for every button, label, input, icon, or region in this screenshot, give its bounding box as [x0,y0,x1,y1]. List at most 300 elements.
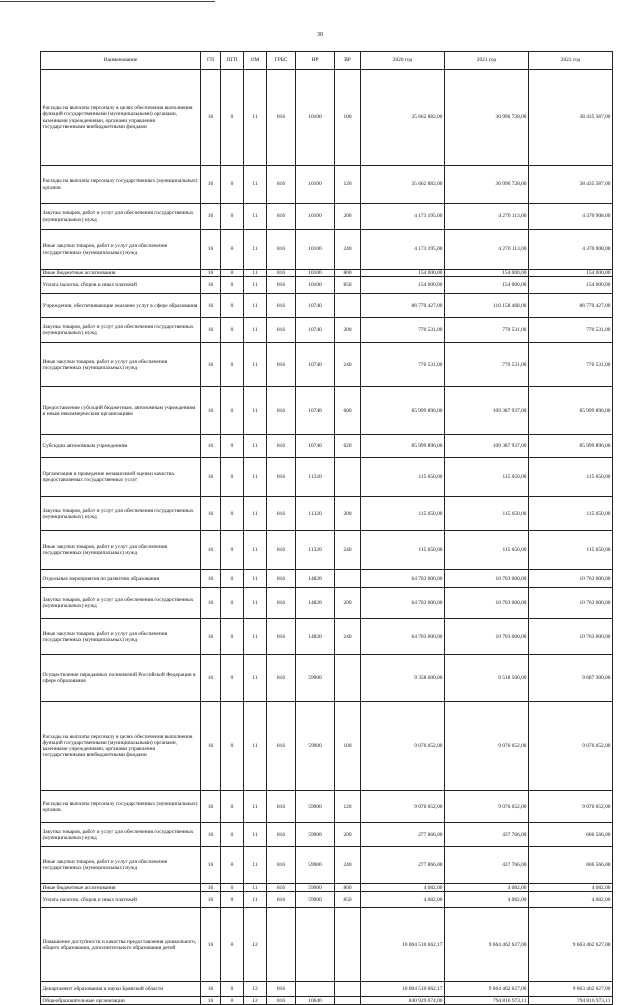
row-grbs: 816 [267,588,296,619]
row-om: 11 [244,655,267,702]
row-2021: 110 158 468,00 [445,294,529,318]
row-pgp: 0 [221,294,244,318]
row-pgp: 0 [221,531,244,570]
row-pgp: 0 [221,277,244,294]
row-2020: 115 650,00 [361,497,445,531]
row-vr: 240 [335,847,361,884]
row-vr: 240 [335,343,361,387]
row-pgp: 0 [221,343,244,387]
row-nr: 10100 [296,70,335,166]
row-nr: 59900 [296,791,335,823]
row-om: 11 [244,270,267,277]
row-name: Расходы на выплаты персоналу государственных (муниципальных) органов [41,791,201,823]
header-om: ОМ [244,52,267,70]
row-vr [335,655,361,702]
row-grbs: 816 [267,497,296,531]
row-grbs: 816 [267,791,296,823]
row-2022: 85 999 896,00 [529,435,613,458]
row-name: Департамент образования и науки Брянской области [41,982,201,997]
row-vr: 120 [335,166,361,204]
row-gp: 16 [201,497,221,531]
row-gp: 16 [201,823,221,847]
row-om: 11 [244,847,267,884]
row-2020: 154 000,00 [361,270,445,277]
row-vr: 850 [335,892,361,908]
row-grbs: 816 [267,570,296,588]
row-gp: 16 [201,997,221,1005]
row-gp: 16 [201,884,221,892]
table-row [41,294,613,318]
row-nr: 10740 [296,435,335,458]
page-number: 30 [317,32,323,38]
row-2020: 154 000,00 [361,277,445,294]
header-2022: 2022 год [529,52,613,70]
row-nr: 10740 [296,343,335,387]
row-2021: 109 387 937,00 [445,435,529,458]
row-2022: 10 703 000,00 [529,570,613,588]
row-2020: 10 004 510 662,17 [361,908,445,982]
row-grbs: 816 [267,458,296,497]
row-vr: 800 [335,270,361,277]
row-vr: 200 [335,588,361,619]
row-om: 11 [244,277,267,294]
row-pgp: 0 [221,823,244,847]
row-pgp: 0 [221,619,244,655]
row-grbs: 816 [267,884,296,892]
row-nr: 10740 [296,387,335,435]
row-grbs [267,908,296,982]
row-om: 11 [244,823,267,847]
row-pgp: 0 [221,70,244,166]
row-nr [296,908,335,982]
row-gp: 16 [201,70,221,166]
row-om: 11 [244,497,267,531]
row-name: Закупка товаров, работ и услуг для обеспечения государственных (муниципальных) нужд [41,588,201,619]
table-row [41,277,613,294]
row-2022: 9 076 652,00 [529,791,613,823]
table-row [41,204,613,230]
row-pgp: 0 [221,997,244,1005]
row-om: 11 [244,204,267,230]
row-2020: 115 650,00 [361,531,445,570]
row-om: 11 [244,294,267,318]
row-pgp: 0 [221,570,244,588]
table-row [41,655,613,702]
row-2021: 115 650,00 [445,458,529,497]
row-2020: 9 076 652,00 [361,702,445,791]
row-pgp: 0 [221,204,244,230]
row-name: Иные закупки товаров, работ и услуг для обеспечения государственных (муниципальных) нужд [41,531,201,570]
row-2022: 606 566,00 [529,847,613,884]
row-vr: 620 [335,435,361,458]
row-nr: 11320 [296,497,335,531]
row-grbs: 816 [267,387,296,435]
table-row [41,791,613,823]
row-nr: 11320 [296,458,335,497]
row-name: Учреждения, обеспечивающие оказание услуг в сфере образования [41,294,201,318]
table-row [41,70,613,166]
row-gp: 16 [201,166,221,204]
row-gp: 16 [201,277,221,294]
row-pgp: 0 [221,702,244,791]
row-2022: 4 082,00 [529,892,613,908]
row-name: Закупка товаров, работ и услуг для обеспечения государственных (муниципальных) нужд [41,318,201,343]
row-2022: 115 650,00 [529,497,613,531]
row-2021: 794 816 973,11 [445,997,529,1005]
row-nr: 59900 [296,823,335,847]
row-name: Предоставление субсидий бюджетным, автономным учреждениям и иным некоммерческим организациям [41,387,201,435]
row-2020: 35 662 882,00 [361,70,445,166]
row-nr: 14820 [296,588,335,619]
row-gp: 16 [201,791,221,823]
row-2020: 9 358 600,00 [361,655,445,702]
row-grbs: 816 [267,277,296,294]
row-gp: 16 [201,294,221,318]
row-gp: 16 [201,655,221,702]
row-2021: 4 082,00 [445,892,529,908]
table-header-row [41,52,613,70]
row-2021: 10 703 000,00 [445,570,529,588]
row-pgp: 0 [221,892,244,908]
row-vr: 240 [335,531,361,570]
row-nr: 59900 [296,655,335,702]
row-pgp: 0 [221,655,244,702]
row-vr: 800 [335,884,361,892]
row-grbs: 816 [267,204,296,230]
row-pgp: 0 [221,982,244,997]
row-gp: 16 [201,982,221,997]
row-grbs: 816 [267,294,296,318]
header-name: Наименование [41,52,201,70]
table-row [41,230,613,270]
row-gp: 16 [201,270,221,277]
row-vr: 200 [335,204,361,230]
row-2021: 9 664 462 627,00 [445,908,529,982]
row-vr: 200 [335,318,361,343]
row-2021: 154 000,00 [445,277,529,294]
table-row [41,619,613,655]
row-gp: 16 [201,892,221,908]
row-name: Иные закупки товаров, работ и услуг для обеспечения государственных (муниципальных) нужд [41,847,201,884]
row-om: 11 [244,531,267,570]
table-row [41,982,613,997]
row-om: 11 [244,884,267,892]
row-name: Иные закупки товаров, работ и услуг для обеспечения государственных (муниципальных) нужд [41,619,201,655]
row-2021: 36 996 728,00 [445,70,529,166]
row-gp: 16 [201,570,221,588]
row-vr [335,982,361,997]
table-row [41,435,613,458]
header-nr: НР [296,52,335,70]
row-nr: 10740 [296,318,335,343]
row-om: 11 [244,343,267,387]
header-pgp: ПГП [221,52,244,70]
row-grbs: 816 [267,70,296,166]
row-gp: 16 [201,619,221,655]
row-pgp: 0 [221,588,244,619]
row-2020: 64 703 000,00 [361,570,445,588]
row-2020: 4 082,00 [361,884,445,892]
row-gp: 16 [201,343,221,387]
row-gp: 16 [201,458,221,497]
row-name: Расходы на выплаты персоналу в целях обеспечения выполнения функций государственными (муниципальными) органами, казенными учреждениями, органами управления государственными внебюджетными фондами [41,702,201,791]
table-row [41,497,613,531]
budget-table [40,51,613,1005]
row-2022: 606 566,00 [529,823,613,847]
table-row [41,343,613,387]
table-row [41,997,613,1005]
row-name: Повышение доступности и качества предоставления дошкольного, общего образования, дополнительного образования детей [41,908,201,982]
row-name: Закупка товаров, работ и услуг для обеспечения государственных (муниципальных) нужд [41,823,201,847]
row-2022: 4 082,00 [529,884,613,892]
row-om: 12 [244,997,267,1005]
header-2020: 2020 год [361,52,445,70]
row-2020: 770 531,00 [361,343,445,387]
header-grbs: ГРБС [267,52,296,70]
row-2020: 86 770 427,00 [361,294,445,318]
row-2022: 9 687 300,00 [529,655,613,702]
row-vr [335,458,361,497]
row-2021: 109 387 937,00 [445,387,529,435]
row-nr: 10640 [296,997,335,1005]
row-2021: 4 270 113,00 [445,230,529,270]
row-name: Субсидии автономным учреждениям [41,435,201,458]
row-nr: 14820 [296,619,335,655]
table-row [41,570,613,588]
row-2022: 770 531,00 [529,318,613,343]
row-vr: 100 [335,702,361,791]
row-vr: 600 [335,387,361,435]
row-vr: 100 [335,70,361,166]
row-name: Иные закупки товаров, работ и услуг для обеспечения государственных (муниципальных) нужд [41,343,201,387]
row-nr: 10100 [296,277,335,294]
row-2020: 9 076 652,00 [361,791,445,823]
row-pgp: 0 [221,497,244,531]
row-2020: 4 173 195,00 [361,230,445,270]
top-rule [0,1,215,2]
row-2022: 770 531,00 [529,343,613,387]
row-vr: 240 [335,230,361,270]
row-2021: 154 000,00 [445,270,529,277]
row-vr: 200 [335,823,361,847]
row-nr: 11320 [296,531,335,570]
row-nr: 10740 [296,294,335,318]
row-gp: 16 [201,387,221,435]
table-row [41,387,613,435]
table-row [41,270,613,277]
row-vr: 200 [335,497,361,531]
row-2021: 9 076 652,00 [445,791,529,823]
row-nr: 59900 [296,847,335,884]
row-name: Уплата налогов, сборов и иных платежей [41,892,201,908]
row-2020: 770 531,00 [361,318,445,343]
row-2022: 115 650,00 [529,458,613,497]
row-pgp: 0 [221,318,244,343]
row-2021: 437 766,00 [445,847,529,884]
row-grbs: 816 [267,997,296,1005]
row-gp: 16 [201,588,221,619]
row-grbs: 816 [267,343,296,387]
row-om: 11 [244,318,267,343]
row-om: 12 [244,982,267,997]
row-nr: 59900 [296,884,335,892]
row-2021: 115 650,00 [445,531,529,570]
row-2022: 38 435 387,00 [529,166,613,204]
row-2021: 4 082,00 [445,884,529,892]
row-2021: 4 270 113,00 [445,204,529,230]
row-pgp: 0 [221,884,244,892]
table-row [41,847,613,884]
row-om: 11 [244,70,267,166]
row-grbs: 816 [267,702,296,791]
row-name: Иные бюджетные ассигнования [41,884,201,892]
row-2020: 85 999 896,00 [361,435,445,458]
header-vr: ВР [335,52,361,70]
row-2022: 115 650,00 [529,531,613,570]
row-2020: 85 999 896,00 [361,387,445,435]
row-grbs: 816 [267,435,296,458]
row-grbs: 816 [267,318,296,343]
row-2022: 85 999 896,00 [529,387,613,435]
row-grbs: 816 [267,892,296,908]
row-2021: 10 703 000,00 [445,588,529,619]
row-gp: 16 [201,230,221,270]
row-2020: 10 004 510 662,17 [361,982,445,997]
row-nr: 59900 [296,702,335,791]
table-row [41,908,613,982]
row-vr [335,997,361,1005]
row-vr [335,294,361,318]
table-row [41,884,613,892]
row-om: 11 [244,166,267,204]
row-grbs: 816 [267,531,296,570]
row-name: Закупка товаров, работ и услуг для обеспечения государственных (муниципальных) нужд [41,204,201,230]
row-2022: 38 435 387,00 [529,70,613,166]
row-2020: 35 662 882,00 [361,166,445,204]
row-pgp: 0 [221,458,244,497]
row-2020: 64 703 000,00 [361,588,445,619]
row-2022: 794 816 973,11 [529,997,613,1005]
row-2021: 36 996 728,00 [445,166,529,204]
row-2020: 115 650,00 [361,458,445,497]
header-2021: 2021 год [445,52,529,70]
row-2021: 115 650,00 [445,497,529,531]
row-pgp: 0 [221,791,244,823]
row-pgp: 0 [221,166,244,204]
row-grbs: 816 [267,270,296,277]
row-vr: 240 [335,619,361,655]
row-2022: 154 000,00 [529,277,613,294]
row-name: Организация и проведение независимой оценки качества предоставляемых государственных услуг [41,458,201,497]
row-2020: 64 703 000,00 [361,619,445,655]
row-2022: 154 000,00 [529,270,613,277]
row-name: Закупка товаров, работ и услуг для обеспечения государственных (муниципальных) нужд [41,497,201,531]
row-vr: 850 [335,277,361,294]
row-name: Иные закупки товаров, работ и услуг для обеспечения государственных (муниципальных) нужд [41,230,201,270]
row-2021: 9 518 500,00 [445,655,529,702]
row-name: Расходы на выплаты персоналу государственных (муниципальных) органов [41,166,201,204]
row-pgp: 0 [221,230,244,270]
row-grbs: 816 [267,655,296,702]
row-2022: 4 370 908,00 [529,204,613,230]
row-nr: 10100 [296,230,335,270]
row-2022: 10 703 000,00 [529,619,613,655]
row-nr: 10100 [296,166,335,204]
table-row [41,892,613,908]
table-row [41,458,613,497]
row-grbs: 816 [267,166,296,204]
row-gp: 16 [201,702,221,791]
row-nr: 59900 [296,892,335,908]
row-2021: 10 703 000,00 [445,619,529,655]
row-om: 11 [244,435,267,458]
row-2022: 86 770 427,00 [529,294,613,318]
row-2021: 770 531,00 [445,343,529,387]
row-vr [335,908,361,982]
row-name: Иные бюджетные ассигнования [41,270,201,277]
row-2022: 10 703 000,00 [529,588,613,619]
row-gp: 16 [201,847,221,884]
row-nr [296,982,335,997]
row-2020: 4 082,00 [361,892,445,908]
row-name: Уплата налогов, сборов и иных платежей [41,277,201,294]
row-name: Отдельные мероприятия по развитию образования [41,570,201,588]
row-gp: 16 [201,531,221,570]
row-pgp: 0 [221,908,244,982]
row-2020: 4 173 195,00 [361,204,445,230]
row-pgp: 0 [221,847,244,884]
table-row [41,702,613,791]
row-2021: 9 664 462 627,00 [445,982,529,997]
row-om: 11 [244,892,267,908]
row-vr: 120 [335,791,361,823]
row-om: 11 [244,387,267,435]
row-om: 11 [244,570,267,588]
table-row [41,823,613,847]
row-grbs: 816 [267,847,296,884]
row-grbs: 816 [267,982,296,997]
row-2022: 9 663 462 627,00 [529,908,613,982]
row-2022: 9 663 462 627,00 [529,982,613,997]
row-2021: 437 766,00 [445,823,529,847]
row-gp: 16 [201,908,221,982]
row-2021: 9 076 652,00 [445,702,529,791]
row-name: Расходы на выплаты персоналу в целях обеспечения выполнения функций государственными (муниципальными) органами, казенными учреждениями, органами управления государственными внебюджетными фондами [41,70,201,166]
row-om: 11 [244,230,267,270]
header-gp: ГП [201,52,221,70]
row-om: 12 [244,908,267,982]
row-gp: 16 [201,435,221,458]
row-2021: 770 531,00 [445,318,529,343]
row-om: 11 [244,588,267,619]
row-name: Осуществление переданных полномочий Российской Федерации в сфере образования [41,655,201,702]
row-om: 11 [244,619,267,655]
row-2020: 840 929 074,00 [361,997,445,1005]
row-om: 11 [244,702,267,791]
row-2022: 9 076 652,00 [529,702,613,791]
table-row [41,588,613,619]
row-pgp: 0 [221,270,244,277]
row-name: Общеобразовательные организации [41,997,201,1005]
row-2022: 4 370 908,00 [529,230,613,270]
row-nr: 10100 [296,204,335,230]
row-grbs: 816 [267,230,296,270]
table-row [41,166,613,204]
row-gp: 16 [201,318,221,343]
row-grbs: 816 [267,619,296,655]
row-nr: 14820 [296,570,335,588]
row-om: 11 [244,791,267,823]
